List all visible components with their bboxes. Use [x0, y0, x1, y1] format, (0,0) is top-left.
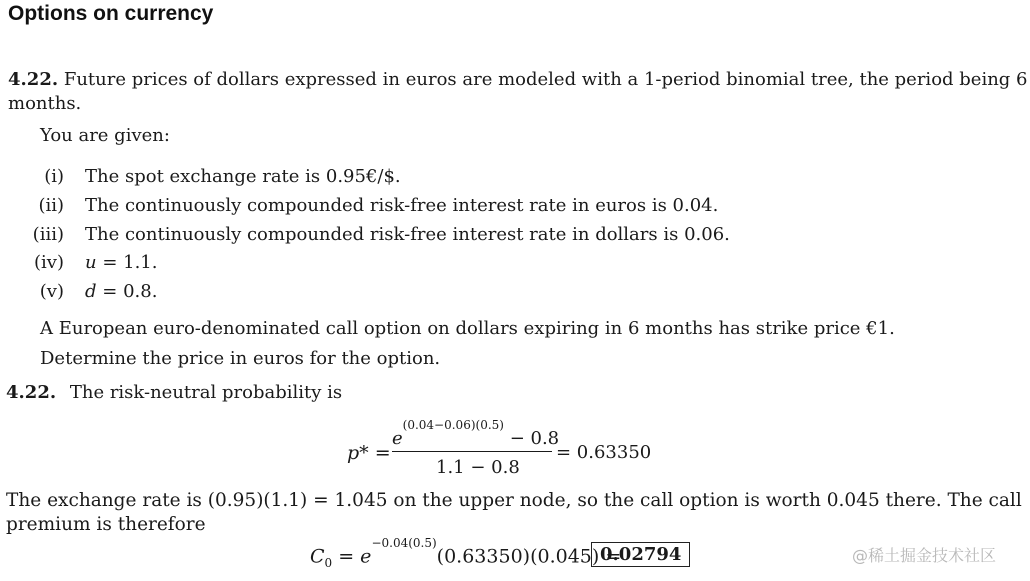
solution-line2: premium is therefore — [6, 514, 206, 535]
item-text — [85, 281, 157, 302]
boxed-answer: 0.02794 — [591, 542, 690, 567]
solution-line1: The exchange rate is (0.95)(1.1) = 1.045 on the upper node, so the call option is worth 0.045 there. The call — [6, 490, 1022, 511]
numerator-rest: − 0.8 — [503, 428, 560, 449]
item-value: = 1.1. — [102, 252, 158, 273]
variable-d: d — [85, 281, 97, 302]
item-number: (v) — [39, 281, 64, 302]
problem-text-line2: months. — [8, 93, 82, 114]
fraction-numerator — [392, 418, 560, 449]
solution-number: 4.22. — [6, 382, 57, 403]
solution-intro-text: The risk-neutral probability is — [69, 382, 343, 403]
fraction-denominator: 1.1 − 0.8 — [436, 457, 520, 478]
problem-note-line1: A European euro-denominated call option on dollars expiring in 6 months has strike price €1. — [40, 318, 895, 339]
exponent: (0.04−0.06)(0.5) — [402, 418, 504, 432]
item-text: The continuously compounded risk-free interest rate in euros is 0.04. — [85, 195, 719, 216]
item-number: (i) — [44, 166, 64, 187]
item-number: (iv) — [34, 252, 64, 273]
problem-text: Future prices of dollars expressed in euros are modeled with a 1-period binomial tree, the period being 6 — [63, 69, 1028, 90]
c-subscript: 0 — [324, 556, 333, 571]
equation-rest: (0.63350)(0.045) = — [436, 545, 622, 568]
item-text — [85, 252, 157, 273]
watermark: @稀土掘金技术社区 — [852, 546, 997, 565]
eq-e: = e — [332, 545, 372, 568]
page-heading: Options on currency — [8, 2, 214, 25]
problem-number: 4.22. — [8, 69, 59, 90]
call-premium-equation — [310, 536, 622, 571]
problem-note-line2: Determine the price in euros for the option. — [40, 348, 441, 369]
c-base: C — [310, 545, 325, 568]
discount-exponent: −0.04(0.5) — [371, 536, 437, 550]
variable-u: u — [85, 252, 97, 273]
exp-base: e — [392, 428, 403, 449]
given-intro: You are given: — [40, 125, 170, 146]
problem-text-line1 — [8, 71, 1028, 89]
item-text: The spot exchange rate is 0.95€/$. — [85, 166, 401, 187]
item-number: (ii) — [38, 195, 64, 216]
pstar-label: p* = — [347, 442, 391, 464]
item-number: (iii) — [32, 224, 64, 245]
item-value: = 0.8. — [102, 281, 158, 302]
fraction-bar — [392, 451, 552, 452]
item-text: The continuously compounded risk-free interest rate in dollars is 0.06. — [85, 224, 730, 245]
equation-result: = 0.63350 — [556, 442, 652, 463]
solution-intro — [6, 384, 342, 402]
